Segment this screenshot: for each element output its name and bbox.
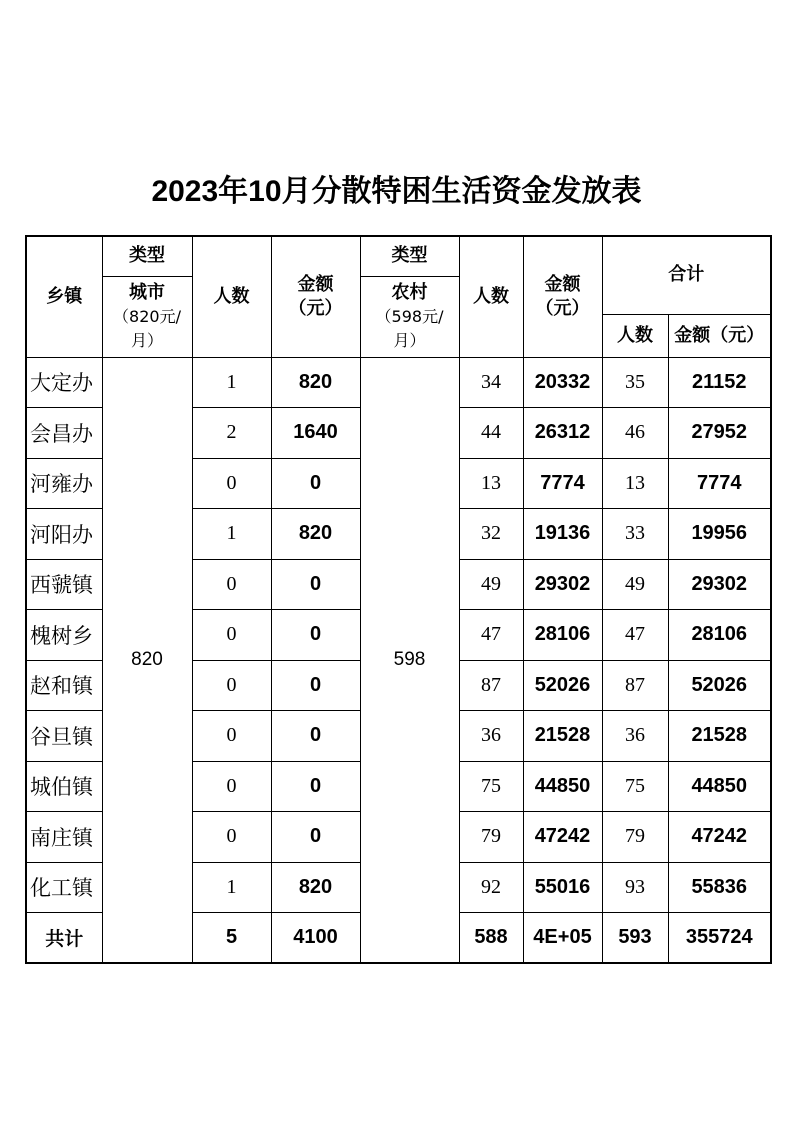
total-count: 87 [602,660,668,711]
urban-count: 0 [192,458,271,509]
total-count: 47 [602,610,668,661]
township-name: 槐树乡 [26,610,102,661]
rural-count: 87 [459,660,523,711]
urban-amount: 820 [271,509,360,560]
table-row [26,357,771,408]
urban-count: 0 [192,559,271,610]
header-urban-amount [271,236,360,357]
summary-label: 共计 [26,913,102,964]
rural-amount: 52026 [523,660,602,711]
total-count: 13 [602,458,668,509]
total-amount: 44850 [668,761,771,812]
total-count: 79 [602,812,668,863]
rural-count: 32 [459,509,523,560]
urban-amount: 1640 [271,408,360,459]
header-rural-amount-label: 金额 [544,273,581,295]
header-urban-category [102,276,192,357]
rural-count: 75 [459,761,523,812]
township-name: 大定办 [26,357,102,408]
urban-count: 1 [192,509,271,560]
township-name: 赵和镇 [26,660,102,711]
rural-count: 36 [459,711,523,762]
urban-standard-cell: 820 [102,357,192,963]
header-urban-label: 城市 [129,281,165,303]
township-name: 西虢镇 [26,559,102,610]
header-total: 合计 [602,236,771,314]
rural-amount: 21528 [523,711,602,762]
total-count: 93 [602,862,668,913]
summary-urban-count: 5 [192,913,271,964]
total-amount: 47242 [668,812,771,863]
total-count: 75 [602,761,668,812]
header-urban-rate-line1: （820元/ [113,306,181,326]
rural-amount: 55016 [523,862,602,913]
township-name: 化工镇 [26,862,102,913]
total-count: 36 [602,711,668,762]
rural-standard-cell: 598 [360,357,459,963]
total-count: 46 [602,408,668,459]
page-title: 2023年10月分散特困生活资金发放表 [151,175,642,208]
rural-count: 49 [459,559,523,610]
header-rural-type: 类型 [360,236,459,276]
total-amount: 19956 [668,509,771,560]
urban-count: 1 [192,862,271,913]
header-urban-rate-line2: 月） [130,330,163,350]
urban-count: 0 [192,812,271,863]
township-name: 会昌办 [26,408,102,459]
urban-amount: 0 [271,458,360,509]
township-name: 河雍办 [26,458,102,509]
header-total-count: 人数 [602,314,668,357]
rural-count: 34 [459,357,523,408]
allowance-table [25,235,772,964]
summary-rural-amount: 4E+05 [523,913,602,964]
total-amount: 55836 [668,862,771,913]
urban-count: 0 [192,610,271,661]
rural-amount: 26312 [523,408,602,459]
header-urban-type: 类型 [102,236,192,276]
urban-amount: 0 [271,610,360,661]
header-rural-rate-line2: 月） [393,330,426,350]
rural-amount: 47242 [523,812,602,863]
urban-amount: 0 [271,812,360,863]
header-rural-amount [523,236,602,357]
rural-amount: 20332 [523,357,602,408]
total-amount: 28106 [668,610,771,661]
summary-rural-count: 588 [459,913,523,964]
summary-total-count: 593 [602,913,668,964]
header-urban-amount-unit: （元） [288,297,343,319]
urban-amount: 0 [271,761,360,812]
rural-count: 44 [459,408,523,459]
urban-amount: 820 [271,357,360,408]
total-amount: 52026 [668,660,771,711]
urban-amount: 0 [271,711,360,762]
rural-count: 13 [459,458,523,509]
urban-count: 0 [192,761,271,812]
header-rural-category [360,276,459,357]
rural-count: 79 [459,812,523,863]
rural-amount: 7774 [523,458,602,509]
urban-count: 0 [192,660,271,711]
total-amount: 21152 [668,357,771,408]
total-count: 33 [602,509,668,560]
total-count: 49 [602,559,668,610]
urban-amount: 0 [271,559,360,610]
urban-count: 1 [192,357,271,408]
total-amount: 27952 [668,408,771,459]
urban-count: 2 [192,408,271,459]
urban-count: 0 [192,711,271,762]
header-urban-count: 人数 [192,236,271,357]
township-name: 谷旦镇 [26,711,102,762]
header-township: 乡镇 [26,236,102,357]
header-total-amount: 金额（元） [668,314,771,357]
township-name: 城伯镇 [26,761,102,812]
urban-amount: 0 [271,660,360,711]
rural-amount: 29302 [523,559,602,610]
township-name: 南庄镇 [26,812,102,863]
rural-count: 47 [459,610,523,661]
header-rural-amount-unit: （元） [535,297,590,319]
rural-amount: 28106 [523,610,602,661]
table-header [26,236,771,357]
summary-total-amount: 355724 [668,913,771,964]
total-amount: 7774 [668,458,771,509]
header-rural-label: 农村 [391,281,428,303]
summary-urban-amount: 4100 [271,913,360,964]
header-rural-count: 人数 [459,236,523,357]
header-row-1 [26,236,771,276]
township-name: 河阳办 [26,509,102,560]
urban-amount: 820 [271,862,360,913]
total-amount: 29302 [668,559,771,610]
table-body [26,357,771,963]
header-rural-rate-line1: （598元/ [375,306,444,326]
header-urban-amount-label: 金额 [297,273,334,295]
total-count: 35 [602,357,668,408]
rural-amount: 44850 [523,761,602,812]
rural-count: 92 [459,862,523,913]
total-amount: 21528 [668,711,771,762]
rural-amount: 19136 [523,509,602,560]
